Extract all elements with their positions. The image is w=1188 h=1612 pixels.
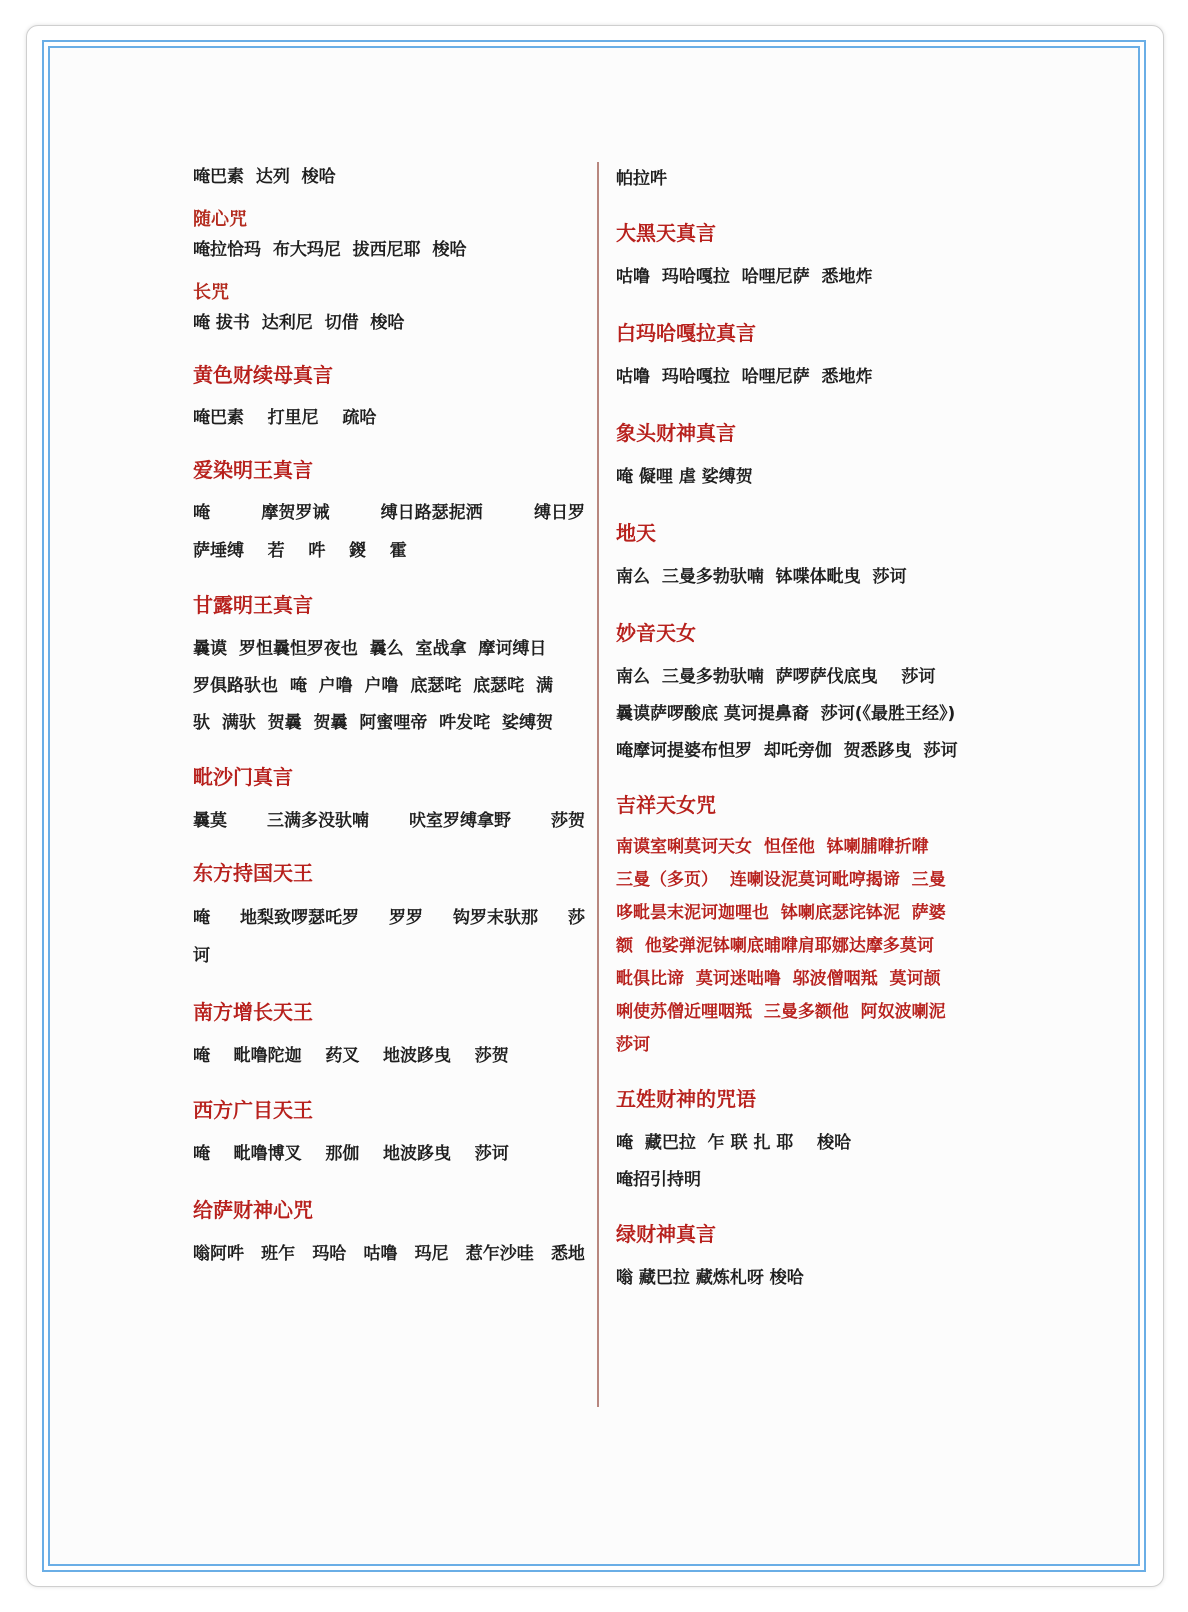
section-heading: 东方持国天王 [193,861,313,885]
section-heading: 爱染明王真言 [193,458,313,482]
section-heading: 地天 [616,521,656,545]
word: 曩莫 [193,811,227,831]
text-line: 哆毗昙末泥诃迦哩也 钵喇底瑟诧钵泥 萨婆 [616,903,946,923]
word: 班乍 [261,1244,296,1264]
left-column [193,166,585,1265]
text-line: 唵 毗噜博叉 那伽 地波跢曳 莎诃 [193,1144,509,1164]
text-line: 萨埵缚 若 吽 鍐 霍 [193,541,407,561]
word: 嗡阿吽 [193,1244,244,1264]
text-line: 唵 儗哩 虐 娑缚贺 [616,467,753,487]
word: 玛哈 [312,1244,347,1264]
column-divider [597,162,599,1407]
text-line [193,1243,585,1265]
word: 莎 [568,908,585,928]
word: 莎贺 [551,811,585,831]
section-heading: 毗沙门真言 [193,765,293,789]
text-line [193,810,585,832]
word: 悉地 [550,1244,585,1264]
text-line [193,907,585,929]
section-heading: 白玛哈嘎拉真言 [616,321,756,345]
text-line: 唵 藏巴拉 乍 联 扎 耶 梭哈 [616,1133,852,1153]
word: 地梨致啰瑟吒罗 [240,908,359,928]
right-column [616,166,1008,1289]
text-line: 唵摩诃提婆布怛罗 却吒旁伽 贺悉跢曳 莎诃 [616,741,958,761]
text-line: 三曼（多页） 连喇设泥莫诃毗哼揭谛 三曼 [616,870,946,890]
text-line: 莎诃 [616,1035,650,1055]
text-line: 嗡 藏巴拉 藏炼札呀 梭哈 [616,1268,804,1288]
section-heading: 大黑天真言 [616,221,716,245]
section-heading: 甘露明王真言 [193,593,313,617]
section-heading: 西方广目天王 [193,1098,313,1122]
text-line: 诃 [193,946,210,966]
text-line: 额 他娑弹泥钵喇底晡𠷈肩耶娜达摩多莫诃 [616,936,934,956]
text-line: 唵巴素 打里尼 疏哈 [193,408,377,428]
section-heading: 绿财神真言 [616,1222,716,1246]
word: 钩罗末驮那 [453,908,538,928]
text-line: 罗俱路驮也 唵 户噜 户噜 底瑟咤 底瑟咤 满 [193,676,554,696]
text-line: 唵拉恰玛 布大玛尼 拔西尼耶 梭哈 [193,240,467,260]
section-heading: 象头财神真言 [616,421,736,445]
word: 缚日罗 [533,503,585,523]
text-line: 毗俱比谛 莫诃迷咄噜 邬波僧咽羝 莫诃颉 [616,969,941,989]
text-line: 南么 三曼多勃驮喃 萨啰萨伐底曳 莎诃 [616,667,936,687]
text-line: 曩谟萨啰酸底 莫诃提鼻裔 莎诃(《最胜王经》) [616,704,956,724]
text-line: 咕噜 玛哈嘎拉 哈哩尼萨 悉地炸 [616,267,873,287]
section-heading: 五姓财神的咒语 [616,1087,756,1111]
text-line: 唎使苏僧近哩咽羝 三曼多额他 阿奴波喇泥 [616,1002,946,1022]
section-heading: 长咒 [193,282,229,303]
text-line: 唵 毗噜陀迦 药叉 地波跢曳 莎贺 [193,1046,509,1066]
section-heading: 南方增长天王 [193,1000,313,1024]
word: 吠室罗缚拿野 [409,811,511,831]
section-heading: 吉祥天女咒 [616,793,716,817]
section-heading: 随心咒 [193,209,247,230]
word: 唵 [193,503,210,523]
word: 缚日路瑟抳洒 [380,503,483,523]
text-line: 驮 满驮 贺曩 贺曩 阿蜜哩帝 吽发咤 娑缚贺 [193,713,554,733]
word: 三满多没驮喃 [267,811,369,831]
section-heading: 给萨财神心咒 [193,1198,313,1222]
word: 玛尼 [414,1244,449,1264]
text-line: 南谟室唎莫诃天女 怛侄他 钵喇脯𠷈折𠷈 [616,837,929,857]
section-heading: 妙音天女 [616,621,696,645]
text-line [193,502,585,524]
text-line: 咕噜 玛哈嘎拉 哈哩尼萨 悉地炸 [616,367,873,387]
word: 罗罗 [389,908,423,928]
text-line: 曩谟 罗怛曩怛罗夜也 曩么 室战拿 摩诃缚日 [193,639,547,659]
text-line: 唵招引持明 [616,1170,701,1190]
word: 唵 [193,908,210,928]
text-line: 唵 拔书 达利尼 切借 梭哈 [193,313,405,333]
section-heading: 黄色财续母真言 [193,363,333,387]
text-line: 南么 三曼多勃驮喃 钵喋体毗曳 莎诃 [616,567,907,587]
text-line: 唵巴素 达列 梭哈 [193,167,336,187]
word: 摩贺罗诫 [261,503,330,523]
text-line: 帕拉吽 [616,169,667,189]
word: 惹乍沙哇 [465,1244,534,1264]
word: 咕噜 [363,1244,398,1264]
